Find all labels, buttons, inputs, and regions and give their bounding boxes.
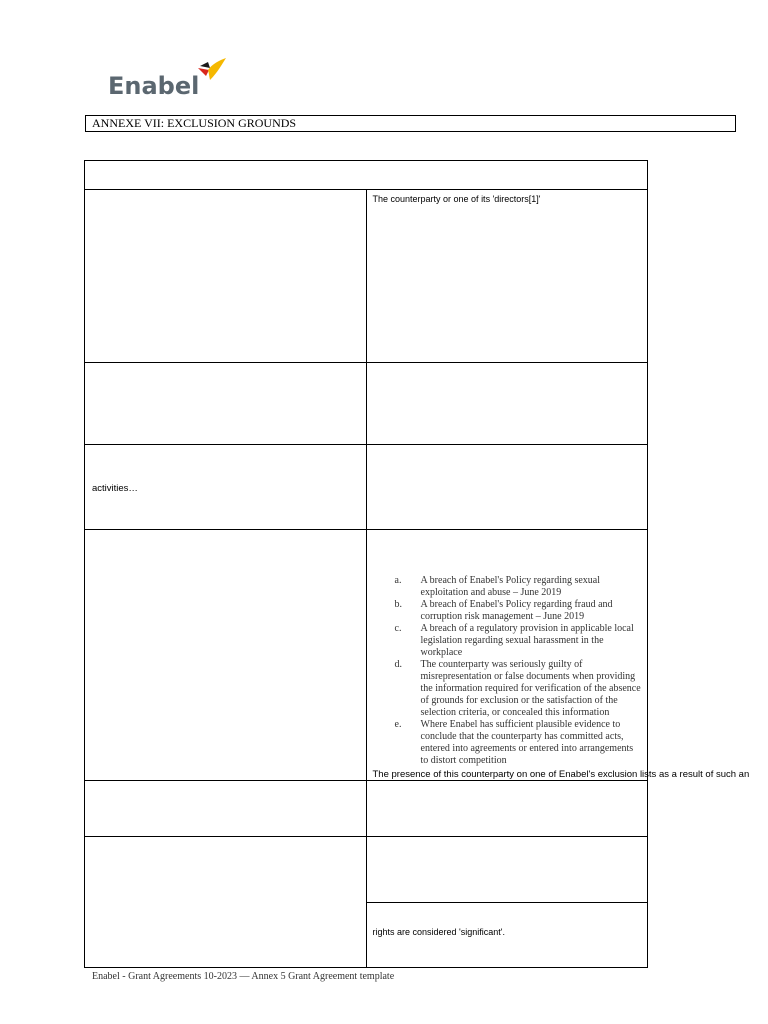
list-item-letter: c.	[394, 623, 402, 634]
enabel-logo	[108, 58, 238, 102]
row-label-cell	[85, 837, 367, 968]
row-content-cell	[366, 530, 750, 781]
bird-icon	[196, 58, 228, 84]
activities-label: activities…	[92, 483, 138, 494]
logo-wordmark: Enabel	[108, 72, 200, 100]
table-header-row	[85, 161, 648, 190]
table-row	[85, 190, 648, 363]
table-row	[85, 445, 648, 530]
directors-text: The counterparty or one of its 'directors[1]'	[372, 194, 541, 204]
list-item-text: Where Enabel has sufficient plausible evidence to conclude that the counterparty has committed acts, entered into agreements or entered into arrangements to distort competition	[420, 719, 634, 766]
list-item-letter: a.	[394, 575, 402, 586]
list-item-text: A breach of a regulatory provision in applicable local legislation regarding sexual harassment in the workplace	[420, 623, 634, 658]
list-item	[395, 659, 642, 719]
list-item-letter: b.	[394, 599, 402, 610]
list-item	[395, 623, 642, 659]
row-label-cell	[85, 530, 367, 781]
row-content-cell	[366, 363, 648, 445]
table-row	[85, 781, 648, 837]
exclusion-grounds-table	[84, 160, 750, 968]
row-content-cell	[366, 781, 648, 837]
table-row	[85, 363, 648, 445]
annex-title: ANNEXE VII: EXCLUSION GROUNDS	[85, 115, 736, 132]
exclusion-list-presence-text: The presence of this counterparty on one of Enabel's exclusion lists as a result of such an	[372, 769, 750, 780]
row-label-cell	[85, 190, 367, 363]
table-row	[85, 530, 648, 781]
row-content-cell	[366, 903, 648, 968]
list-item	[395, 575, 642, 599]
significant-rights-text: rights are considered 'significant'.	[372, 927, 506, 937]
list-item-letter: d.	[394, 659, 402, 670]
list-item-letter: e.	[394, 719, 402, 730]
row-label-cell	[85, 445, 367, 530]
header-cell	[85, 161, 648, 190]
list-item-text: The counterparty was seriously guilty of misrepresentation or false documents when providing the information required for verification of the absence of grounds for exclusion or the satisfaction of the selection criteria, or concealed this information	[420, 659, 641, 718]
list-item	[395, 719, 642, 767]
row-label-cell	[85, 781, 367, 837]
row-content-cell	[366, 445, 648, 530]
table-row	[85, 837, 648, 903]
list-item	[395, 599, 642, 623]
row-content-cell	[366, 190, 648, 363]
row-content-cell	[366, 837, 648, 903]
breach-list	[367, 530, 648, 767]
row-label-cell	[85, 363, 367, 445]
list-item-text: A breach of Enabel's Policy regarding sexual exploitation and abuse – June 2019	[420, 575, 601, 598]
page-footer: Enabel - Grant Agreements 10-2023 — Annex 5 Grant Agreement template	[92, 971, 395, 982]
list-item-text: A breach of Enabel's Policy regarding fraud and corruption risk management – June 2019	[420, 599, 613, 622]
